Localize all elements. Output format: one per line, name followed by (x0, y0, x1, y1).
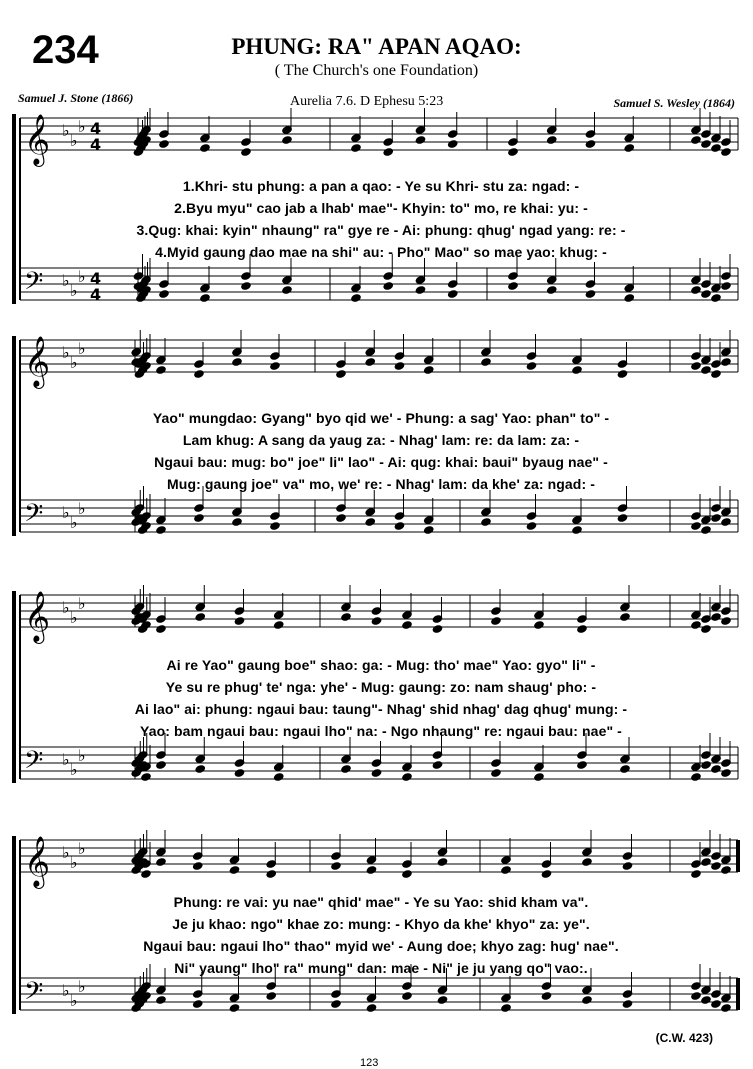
lyric-verse-1: Ai re Yao" gaung boe" shao: ga: - Mug: tho' mae" Yao: gyo" li" - (166, 657, 596, 673)
note-head (710, 612, 722, 622)
note-head (432, 760, 444, 770)
lyric-verse-3: Ngaui bau: ngaui lho" thao" myid we' - Aung doe; khyo zag: hug' nae". (143, 938, 619, 954)
hymn-title: PHUNG: RA" APAN AQAO: (231, 34, 522, 59)
note-head (585, 289, 597, 299)
note-head (382, 147, 394, 157)
note-head (700, 624, 712, 634)
note-head (364, 357, 376, 367)
time-signature: 4 (90, 269, 102, 288)
lyric-verse-3: Ai lao" ai: phung: ngaui bau: taung"- Nhag' shid nhag' dag qhug' mung: - (134, 701, 628, 717)
note-head (140, 869, 152, 879)
note-head (700, 760, 712, 770)
note-head (265, 991, 277, 1001)
note-head (690, 285, 702, 295)
note-head (437, 995, 449, 1005)
flat-icon: ♭ (62, 843, 70, 862)
note-head (581, 995, 593, 1005)
note-head (507, 147, 519, 157)
note-head (617, 369, 629, 379)
note-head (140, 772, 152, 782)
note-head (500, 865, 512, 875)
note-head (155, 624, 167, 634)
note-head (158, 139, 170, 149)
note-head (710, 143, 722, 153)
note-head (619, 764, 631, 774)
flat-icon: ♭ (62, 271, 70, 290)
note-head (194, 612, 206, 622)
flat-icon: ♭ (78, 339, 86, 358)
note-head (265, 869, 277, 879)
bass-clef-icon: 𝄢 (24, 267, 44, 302)
note-head (690, 521, 702, 531)
note-head (622, 999, 634, 1009)
note-head (500, 1003, 512, 1013)
lyric-verse-2: 2.Byu myu" cao jab a lhab' mae"- Khyin: to" mo, re khai: yu: - (174, 200, 588, 216)
note-head (571, 525, 583, 535)
note-head (710, 369, 722, 379)
note-head (415, 285, 427, 295)
note-head (447, 289, 459, 299)
time-signature: 4 (90, 135, 102, 154)
lyric-verse-2: Ye su re phug' te' nga: yhe' - Mug: gaung: zo: nam shaug' pho: - (165, 679, 597, 695)
note-head (710, 293, 722, 303)
note-head (546, 135, 558, 145)
flat-icon: ♭ (78, 977, 86, 996)
note-head (585, 139, 597, 149)
note-head (690, 361, 702, 371)
note-head (710, 861, 722, 871)
flat-icon: ♭ (70, 353, 78, 372)
note-head (330, 861, 342, 871)
flat-icon: ♭ (70, 853, 78, 872)
note-head (155, 525, 167, 535)
note-head (507, 281, 519, 291)
hymn-number: 234 (32, 28, 99, 72)
lyric-verse-4: Mug: gaung joe" va" mo, we' re: - Nhag' lam: da khe' za: ngad: - (167, 476, 595, 492)
flat-icon: ♭ (62, 598, 70, 617)
lyric-verse-4: 4.Myid gaung dao mae na shi" au: - Pho" Mao" so mae yao: khug: - (155, 244, 607, 260)
note-head (281, 285, 293, 295)
note-head (690, 620, 702, 630)
flat-icon: ♭ (62, 981, 70, 1000)
lyric-verse-4: Yao: bam ngaui bau: ngaui lho" na: - Ngo nhaung" re: ngaui bau: nae" - (140, 723, 622, 739)
flat-icon: ♭ (70, 608, 78, 627)
page-number: 123 (360, 1057, 379, 1069)
flat-icon: ♭ (78, 594, 86, 613)
note-head (194, 764, 206, 774)
flat-icon: ♭ (78, 117, 86, 136)
note-head (335, 513, 347, 523)
music-system-2 (0, 328, 753, 573)
note-head (394, 521, 406, 531)
music-system-3 (0, 585, 753, 820)
lyric-verse-3: Ngaui bau: mug: bo" joe" li" lao" - Ai: qug: khai: baui" byaug nae" - (154, 454, 608, 470)
note-head (720, 865, 732, 875)
note-head (623, 293, 635, 303)
flat-icon: ♭ (62, 121, 70, 140)
flat-icon: ♭ (78, 839, 86, 858)
author-credit: Samuel J. Stone (1866) (18, 91, 134, 105)
note-head (576, 624, 588, 634)
note-head (541, 991, 553, 1001)
lyric-verse-1: Yao" mungdao: Gyang" byo qid we' - Phung: a sag' Yao: phan" to" - (152, 410, 610, 426)
note-head (273, 772, 285, 782)
note-head (576, 760, 588, 770)
note-head (415, 135, 427, 145)
flat-icon: ♭ (70, 281, 78, 300)
flat-icon: ♭ (62, 750, 70, 769)
flat-icon: ♭ (78, 499, 86, 518)
note-head (690, 991, 702, 1001)
flat-icon: ♭ (62, 343, 70, 362)
note-head (269, 521, 281, 531)
note-head (546, 285, 558, 295)
flat-icon: ♭ (70, 513, 78, 532)
note-head (192, 861, 204, 871)
note-head (700, 139, 712, 149)
note-head (273, 620, 285, 630)
note-head (240, 281, 252, 291)
note-head (382, 281, 394, 291)
note-head (710, 764, 722, 774)
note-head (366, 1003, 378, 1013)
note-head (700, 365, 712, 375)
note-head (193, 513, 205, 523)
note-head (623, 143, 635, 153)
note-head (700, 995, 712, 1005)
treble-clef-icon: 𝄞 (24, 114, 51, 165)
lyric-verse-2: Je ju khao: ngo" khae zo: mung: - Khyo da khe' khyo" za: ye". (172, 916, 590, 932)
note-head (371, 616, 383, 626)
note-head (366, 865, 378, 875)
hymn-subtitle: ( The Church's one Foundation) (274, 62, 479, 79)
lyric-verse-1: 1.Khri- stu phung: a pan a qao: - Ye su Khri- stu za: ngad: - (182, 178, 580, 194)
note-head (199, 143, 211, 153)
composer-credit: Samuel S. Wesley (1864) (613, 96, 735, 110)
note-head (526, 521, 538, 531)
note-head (423, 525, 435, 535)
note-head (240, 147, 252, 157)
note-head (622, 861, 634, 871)
note-head (231, 517, 243, 527)
treble-clef-icon: 𝄞 (24, 836, 51, 887)
lyric-verse-2: Lam khug: A sang da yaug za: - Nhag' lam: re: da lam: za: - (182, 432, 580, 448)
note-head (700, 525, 712, 535)
note-head (231, 357, 243, 367)
note-head (710, 999, 722, 1009)
copyright-reference: (C.W. 423) (655, 1031, 713, 1045)
note-head (401, 869, 413, 879)
note-head (437, 857, 449, 867)
time-signature: 4 (90, 285, 102, 304)
note-head (720, 281, 732, 291)
note-head (700, 289, 712, 299)
note-head (533, 772, 545, 782)
note-head (193, 369, 205, 379)
note-head (447, 139, 459, 149)
note-head (480, 357, 492, 367)
treble-clef-icon: 𝄞 (24, 591, 51, 642)
bass-clef-icon: 𝄢 (24, 499, 44, 534)
note-head (192, 999, 204, 1009)
treble-clef-icon: 𝄞 (24, 336, 51, 387)
note-head (690, 869, 702, 879)
music-system-4 (0, 830, 753, 1060)
note-head (432, 624, 444, 634)
note-head (690, 135, 702, 145)
note-head (581, 857, 593, 867)
note-head (571, 365, 583, 375)
note-head (330, 999, 342, 1009)
note-head (690, 772, 702, 782)
note-head (340, 612, 352, 622)
note-head (234, 616, 246, 626)
flat-icon: ♭ (70, 760, 78, 779)
music-system-1 (0, 108, 753, 323)
note-head (155, 857, 167, 867)
note-head (720, 1003, 732, 1013)
lyric-verse-4: Ni" yaung" lho" ra" mung" dan: mae - Ni" je ju yang qo" vao:. (174, 960, 588, 976)
time-signature: 4 (90, 119, 102, 138)
note-head (229, 1003, 241, 1013)
note-head (371, 768, 383, 778)
flat-icon: ♭ (62, 503, 70, 522)
note-head (541, 869, 553, 879)
lyric-verse-3: 3.Qug: khai: kyin" nhaung" ra" gye re - Ai: phung: qhug' ngad yang: re: - (136, 222, 626, 238)
note-head (490, 768, 502, 778)
note-head (526, 361, 538, 371)
note-head (490, 616, 502, 626)
note-head (720, 768, 732, 778)
note-head (533, 620, 545, 630)
note-head (158, 289, 170, 299)
note-head (340, 764, 352, 774)
flat-icon: ♭ (78, 746, 86, 765)
note-head (401, 620, 413, 630)
note-head (720, 616, 732, 626)
note-head (281, 135, 293, 145)
flat-icon: ♭ (70, 991, 78, 1010)
note-head (350, 293, 362, 303)
note-head (155, 760, 167, 770)
note-head (155, 365, 167, 375)
note-head (617, 513, 629, 523)
note-head (700, 857, 712, 867)
note-head (710, 513, 722, 523)
note-head (229, 865, 241, 875)
note-head (480, 517, 492, 527)
lyric-verse-1: Phung: re vai: yu nae" qhid' mae" - Ye su Yao: shid kham va". (173, 894, 589, 910)
note-head (720, 517, 732, 527)
note-head (335, 369, 347, 379)
note-head (401, 772, 413, 782)
bass-clef-icon: 𝄢 (24, 977, 44, 1012)
flat-icon: ♭ (78, 267, 86, 286)
tune-reference: Aurelia 7.6. D Ephesu 5:23 (290, 94, 444, 109)
note-head (423, 365, 435, 375)
note-head (401, 991, 413, 1001)
grand-staff (0, 328, 753, 573)
note-head (350, 143, 362, 153)
bass-clef-icon: 𝄢 (24, 746, 44, 781)
note-head (364, 517, 376, 527)
note-head (720, 147, 732, 157)
flat-icon: ♭ (70, 131, 78, 150)
note-head (720, 357, 732, 367)
note-head (619, 612, 631, 622)
note-head (269, 361, 281, 371)
note-head (199, 293, 211, 303)
note-head (155, 995, 167, 1005)
note-head (394, 361, 406, 371)
note-head (234, 768, 246, 778)
